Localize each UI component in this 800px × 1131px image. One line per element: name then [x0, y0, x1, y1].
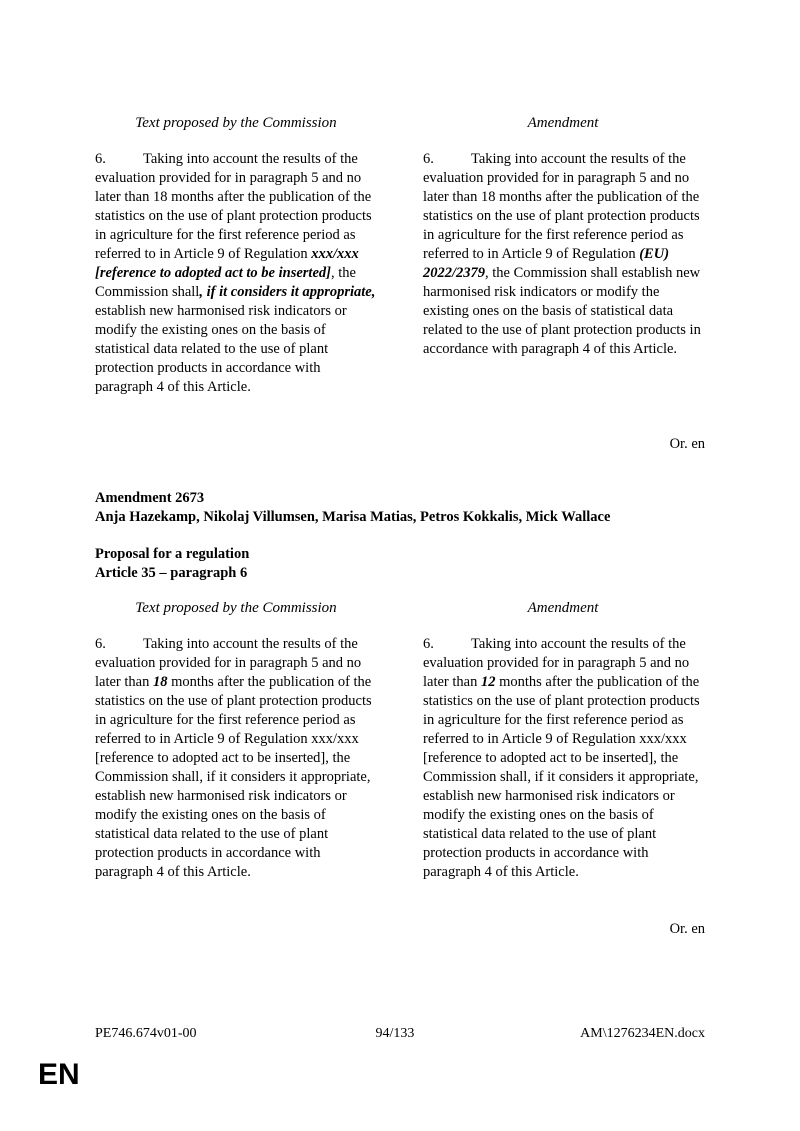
proposal-reference	[95, 545, 715, 583]
paragraph-number: 6.	[95, 636, 106, 652]
column-header-commission: Text proposed by the Commission	[135, 600, 337, 616]
amendment-authors: Anja Hazekamp, Nikolaj Villumsen, Marisa Matias, Petros Kokkalis, Mick Wallace	[95, 509, 611, 525]
column-header-amendment: Amendment	[527, 115, 599, 131]
column-header-amendment: Amendment	[527, 600, 599, 616]
paragraph-number: 6.	[423, 636, 434, 652]
article-reference: Article 35 – paragraph 6	[95, 565, 248, 581]
file-name: AM\1276234EN.docx	[580, 1026, 705, 1041]
amendment-heading	[95, 489, 715, 527]
page-number: 94/133	[375, 1026, 415, 1041]
amendment-text-paragraph: 6. Taking into account the results of the evaluation provided for in paragraph 5 and no later than 12 months after the publication of the statistics on the use of plant protection products in agriculture for the first reference period as referred to in Article 9 of Regulation xxx/xxx [reference to adopted act to be inserted], the Commission shall, if it considers it appropriate, establish new harmonised risk indicators or modify the existing ones on the basis of statistical data related to the use of plant protection products in accordance with paragraph 4 of this Article.	[423, 636, 700, 880]
deleted-text: , if it considers it appropriate,	[199, 284, 376, 300]
changed-text: 12	[480, 674, 496, 690]
changed-text: (EU) 2022/2379	[423, 246, 670, 281]
commission-text-paragraph: 6. Taking into account the results of the evaluation provided for in paragraph 5 and no later than 18 months after the publication of the statistics on the use of plant protection products in agriculture for the first reference period as referred to in Article 9 of Regulation xxx/xxx [reference to adopted act to be inserted], the Commission shall, if it considers it appropriate, establish new harmonised risk indicators or modify the existing ones on the basis of statistical data related to the use of plant protection products in accordance with paragraph 4 of this Article.	[95, 636, 372, 880]
original-language-note: Or. en	[669, 921, 705, 937]
commission-text-paragraph: 6. Taking into account the results of the evaluation provided for in paragraph 5 and no later than 18 months after the publication of the statistics on the use of plant protection products in agriculture for the first reference period as referred to in Article 9 of Regulation xxx/xxx [reference to adopted act to be inserted], the Commission shall, if it considers it appropriate, establish new harmonised risk indicators or modify the existing ones on the basis of statistical data related to the use of plant protection products in accordance with paragraph 4 of this Article.	[95, 151, 376, 395]
amendment-text-paragraph: 6. Taking into account the results of the evaluation provided for in paragraph 5 and no later than 18 months after the publication of the statistics on the use of plant protection products in agriculture for the first reference period as referred to in Article 9 of Regulation (EU) 2022/2379, the Commission shall establish new harmonised risk indicators or modify the existing ones on the basis of statistical data related to the use of plant protection products in accordance with paragraph 4 of this Article.	[423, 151, 701, 357]
paragraph-number: 6.	[423, 151, 434, 167]
amendment-number: Amendment 2673	[95, 490, 205, 506]
proposal-title: Proposal for a regulation	[95, 546, 250, 562]
column-header-commission: Text proposed by the Commission	[135, 115, 337, 131]
language-code: EN	[38, 1058, 80, 1091]
deleted-text: 18	[152, 674, 168, 690]
document-reference: PE746.674v01-00	[95, 1026, 197, 1041]
original-language-note: Or. en	[669, 436, 705, 452]
deleted-text: xxx/xxx [reference to adopted act to be inserted]	[95, 246, 359, 281]
paragraph-number: 6.	[95, 151, 106, 167]
